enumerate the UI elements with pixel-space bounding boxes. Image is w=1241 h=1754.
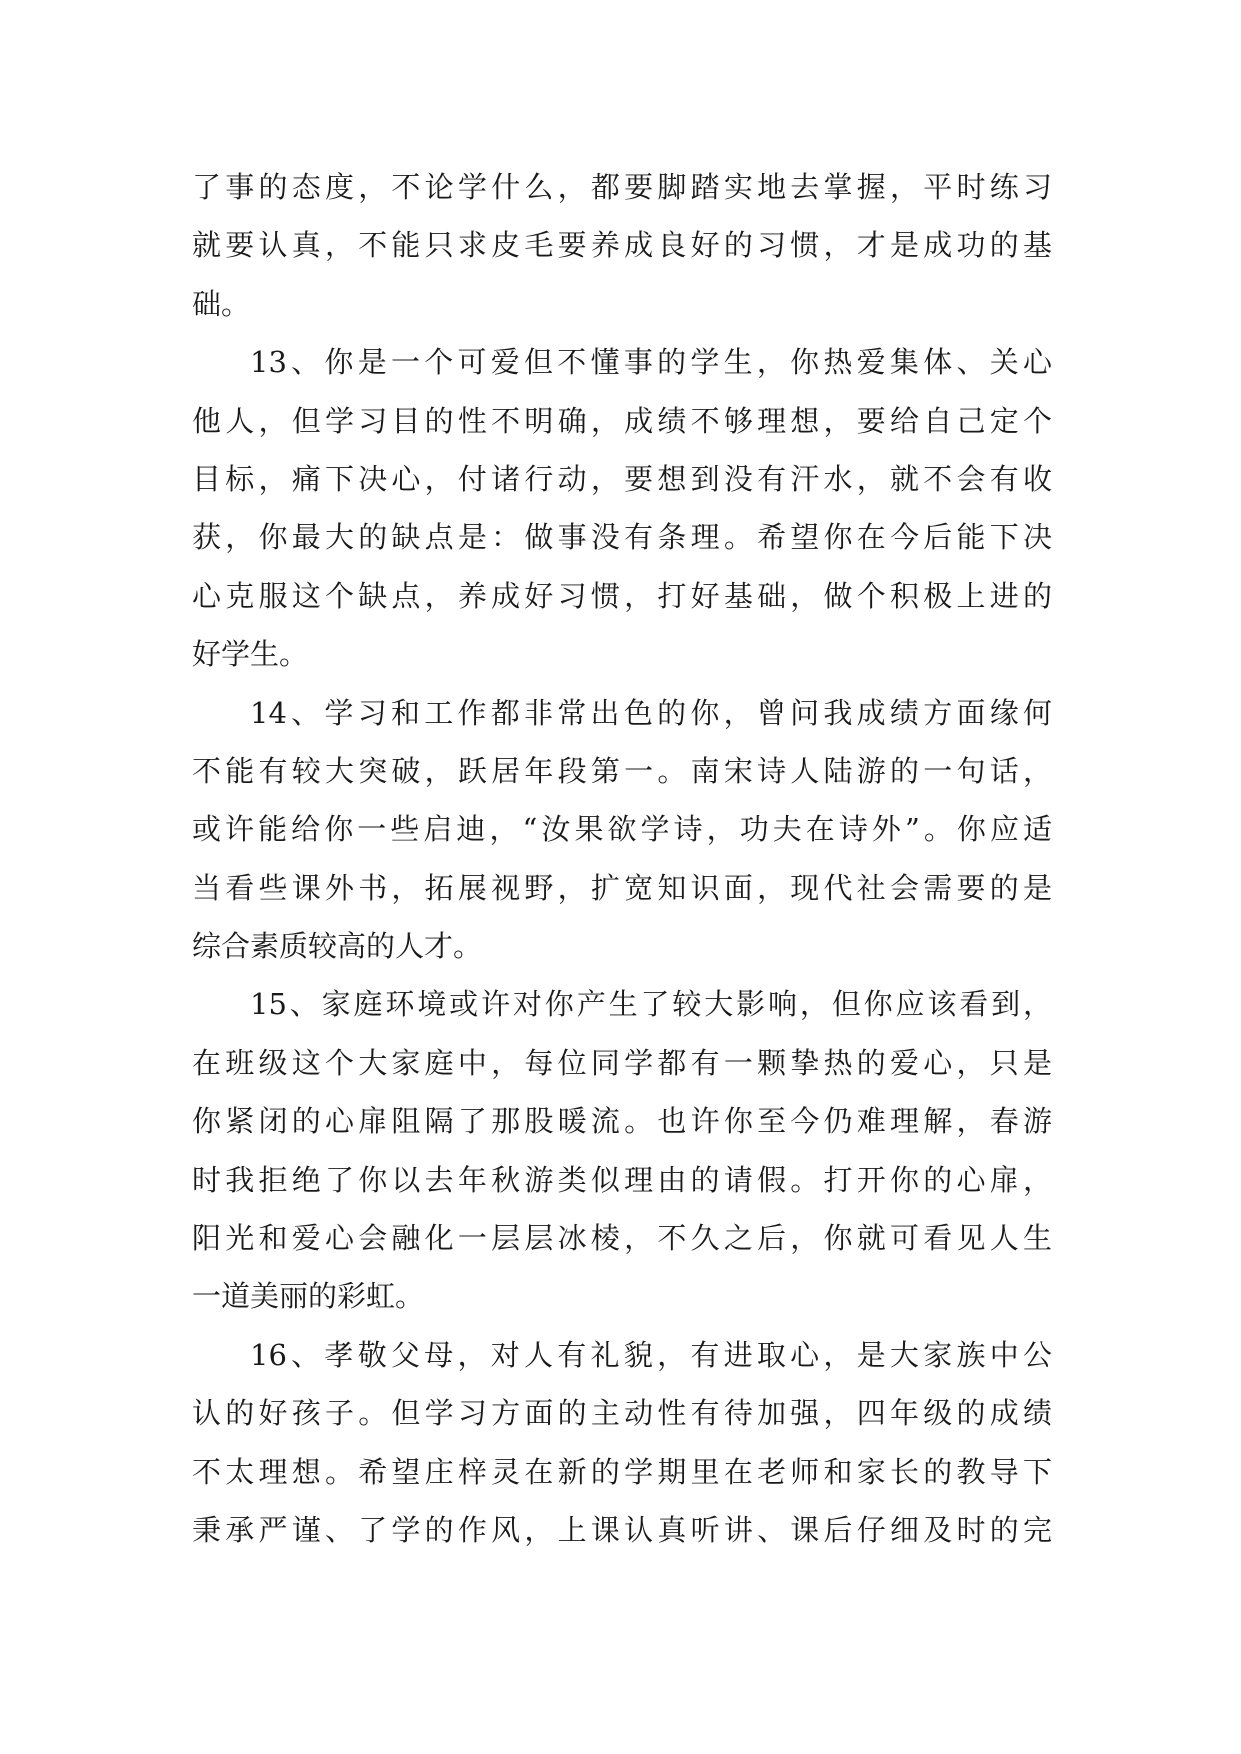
text-line: 了事的态度，不论学什么，都要脚踏实地去掌握，平时练习	[192, 170, 1052, 204]
text-line: 础。	[192, 286, 251, 321]
text-line: 认的好孩子。但学习方面的主动性有待加强，四年级的成绩	[192, 1396, 1052, 1431]
text-line: 不太理想。希望庄梓灵在新的学期里在老师和家长的教导下	[192, 1454, 1052, 1489]
text-line: 或许能给你一些启迪，“汝果欲学诗，功夫在诗外”。你应适	[192, 812, 1052, 847]
text-line: 不能有较大突破，跃居年段第一。南宋诗人陆游的一句话，	[192, 753, 1052, 788]
text-line: 你紧闭的心扉阻隔了那股暖流。也许你至今仍难理解，春游	[192, 1104, 1052, 1139]
text-line: 秉承严谨、了学的作风，上课认真听讲、课后仔细及时的完	[192, 1512, 1052, 1547]
text-line: 他人，但学习目的性不明确，成绩不够理想，要给自己定个	[192, 403, 1052, 438]
text-line: 好学生。	[192, 637, 309, 672]
paragraph-first-line: 13、你是一个可爱但不懂事的学生，你热爱集体、关心	[250, 345, 1052, 380]
text-line: 目标，痛下决心，付诸行动，要想到没有汗水，就不会有收	[192, 461, 1052, 496]
paragraph-first-line: 15、家庭环境或许对你产生了较大影响，但你应该看到，	[250, 987, 1052, 1022]
text-line: 时我拒绝了你以去年秋游类似理由的请假。打开你的心扉，	[192, 1162, 1052, 1197]
text-line: 获，你最大的缺点是：做事没有条理。希望你在今后能下决	[192, 520, 1052, 555]
text-line: 就要认真，不能只求皮毛要养成良好的习惯，才是成功的基	[192, 228, 1052, 263]
text-line: 一道美丽的彩虹。	[192, 1279, 425, 1314]
paragraph-first-line: 16、孝敬父母，对人有礼貌，有进取心，是大家族中公	[250, 1337, 1052, 1372]
text-line: 在班级这个大家庭中，每位同学都有一颗挚热的爱心，只是	[192, 1045, 1052, 1080]
document-body	[192, 158, 1052, 1559]
text-line: 阳光和爱心会融化一层层冰棱，不久之后，你就可看见人生	[192, 1221, 1052, 1256]
text-line: 综合素质较高的人才。	[192, 929, 483, 964]
text-line: 当看些课外书，拓展视野，扩宽知识面，现代社会需要的是	[192, 870, 1052, 905]
text-line: 心克服这个缺点，养成好习惯，打好基础，做个积极上进的	[192, 578, 1052, 613]
paragraph-first-line: 14、学习和工作都非常出色的你，曾问我成绩方面缘何	[250, 695, 1052, 730]
